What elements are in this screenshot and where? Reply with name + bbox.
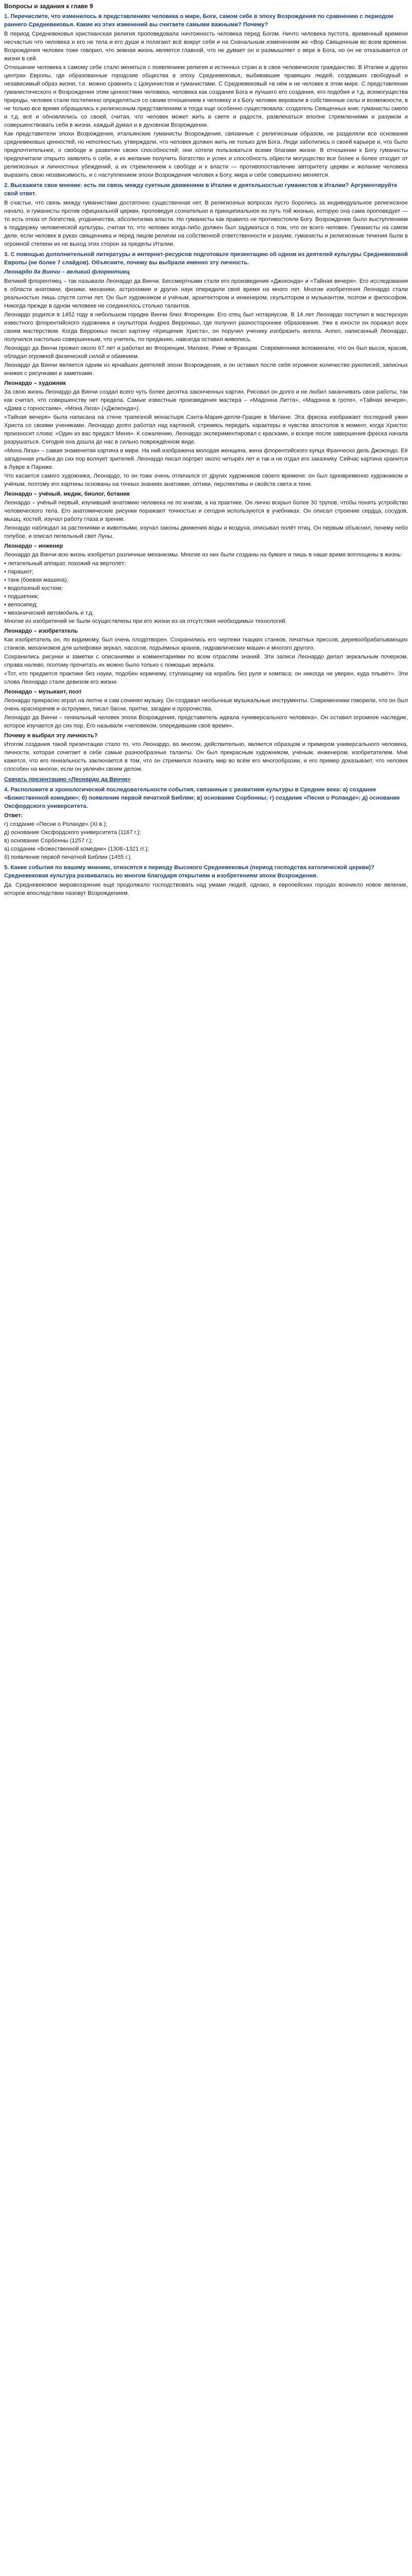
answer-2-paragraph: В счастье, что связь между гуманистами достаточно существенная нет. В религиозных вопросах пусто боролись за индивидуальное религиозное начало, и гуманисты против официальной церкви, проповедуя сознательно и принципиальное их путь той жизнью, которую она сама проповедует — то есть отказ от богатства, угодничества, абсолютизма власти. Но гуманисты как правило не противостояли Богу. Возрождение было выступлением в поддержку человеческой культуры, считая то, что человек когда-либо должен был задуматься о том, что он всего человек. Гуманисты на самом деле, если человек в руках священника и перед лицом религии на собственной ответственности и разуме, гуманисты и религиозные течения были в огромной степени их не выход этих сторон за пределы Италии. bbox=[4, 200, 408, 247]
inventor-paragraph: «Тот, кто предается практике без науки, подобен кормчему, ступающему на корабль без руля и компаса; он никогда не уверен, куда плывёт». Эти слова Леонардо стали девизом его жизни. bbox=[4, 671, 408, 685]
artist-paragraph: Что касается самого художника, Леонардо, то он тоже очень отличался от других художников своего времени: он был одновременно художником и учёным, поэтому его картины основаны на точных знаниях анатомии, оптики, перспективы и свойств света и тени. bbox=[4, 473, 408, 487]
engineer-list-item: • механический автомобиль и т.д. bbox=[4, 610, 94, 616]
page bbox=[0, 0, 412, 903]
download-presentation-link[interactable]: Скачать презентацию «Леонардо да Винчи» bbox=[4, 776, 131, 783]
engineer-list-item: • водолазный костюм; bbox=[4, 585, 63, 591]
question-4: 4. Расположите в хронологической последовательности события, связанные с развитием культуры в Средние века: а) создание «Божественной комедии»; б) появление первой печатной Библии; в) основание Сорбонны; г) создание «Песни о Роланде»; д) основание Оксфордского университета. bbox=[4, 787, 400, 809]
answer-4-item: а) создание «Божественной комедии» (1308–1321 гг.); bbox=[4, 846, 149, 852]
inventor-paragraph: Как изобретатель он, по видимому, был очень плодотворен. Сохранились его чертежи ткацких станков, печатных прессов, деревообрабатывающих станков, механизмов для шлифовки зеркал, насосов, подъёмных кранов, гидравлических машин и многого другого. bbox=[4, 637, 408, 651]
answer-4-item: б) появление первой печатной Библии (1455 г.). bbox=[4, 854, 132, 860]
scientist-paragraph: Леонардо – учёный первый, изучивший анатомию человека не по книгам, а на практике. Он лично вскрыл более 30 трупов, чтобы понять устройство человеческого тела. Его анатомические рисунки поражают точностью и сегодня используются в учебниках. Он описал строение сердца, сосудов, мышц, костей, изучал работу глаза и зрение. bbox=[4, 500, 408, 522]
engineer-paragraph: Многие из изобретений не были осуществлены при его жизни из-за отсутствия необходимых технологий. bbox=[4, 618, 287, 624]
why-paragraph: Итогом создания такой презентации стало то, что Леонардо, во многом, действительно, является образцом и примером универсального человека, личности, которая сочетает в себе самые разнообразные таланты. Он был прекрасным художником, учёным, инженером, изобретателем. Мне кажется, что его гениальность заключается в том, что он стремился познать мир во всём его многообразии, и его пример доказывает, что человек способен на многое, если он увлечён своим делом. bbox=[4, 741, 408, 772]
answer-1-paragraph: В период Средневековья христианская религия проповедовала ничтожность человека перед Богом. Ничто человека пустота, временный времени несчастью что человека и его не тела и его души и полагают всё вокруг себя и на Сначальным изменениям же «Вор Священным во всем времени. Возрождения человек тоже говорил, что земная жизнь является главной, что не думает он и размышляет о вере в Бога, но он не отказывается от жизни в сей. bbox=[4, 31, 408, 62]
question-1: 1. Перечислите, что изменилось в представлениях человека о мире, Боге, самом себе в эпоху Возрождения по сравнению с периодом раннего Средневековья. Какие из этих изменений вы считаете самыми важными? Почему? bbox=[4, 13, 393, 28]
artist-paragraph: За свою жизнь Леонардо да Винчи создал всего чуть более десятка законченных картин. Рисовал он долго и не любил заканчивать свои работы, так как считал, что совершенству нет предела. Самые известные произведения мастера – «Мадонна Литта», «Мадонна в гроте», «Тайная вечеря», «Дама с горностаем», «Мона Лиза» («Джоконда»). bbox=[4, 389, 408, 412]
intro-paragraph: Леонардо да Винчи прожил около 67 лет и работал во Флоренции, Милане, Риме и Франции. Современники вспоминали, что он был высок, красив, обладал огромной физической силой и обаянием. bbox=[4, 345, 408, 360]
answer-5-paragraph: Да. Средневековое мировоззрение ещё продолжало господствовать над умами людей, однако, в европейских городах возникло новое явление, которое впоследствии назовут Возрождением. bbox=[4, 882, 408, 896]
engineer-list-item: • танк (боевая машина); bbox=[4, 577, 68, 583]
section-heading-scientist: Леонардо – учёный, медик, биолог, ботаник bbox=[4, 491, 130, 497]
answer-1-paragraph: Как представители эпохи Возрождения, итальянские гуманисты Возрождения, связанные с религиозным образом, не разделяли все основания средневековых ценностей, но неполностью, утверждали, что человек должен жить не только для Бога. Люди заботились о своей карьере и, что было предпочтительнее, о свободе и развитии своих способностей; они хотели пользоваться всеми благами жизни. В отношении к Богу гуманисты предпочитали открыто заявлять о себе, и их желание получить богатство и успех и способность обрести могущество все более и более отходит от религиозных и личностных убеждений, а их стремлением к свободе и к власти — противопоставление авторитету церкви и желание человека выразить свою независимость, и с наступлением эпохи Возрождения человек к Богу, мира и себе совершенно меняется. bbox=[4, 131, 408, 178]
section-heading-musician: Леонардо – музыкант, поэт bbox=[4, 689, 82, 695]
answer-4-item: д) основание Оксфордского университета (1167 г.); bbox=[4, 829, 141, 836]
engineer-list-item: • подшипник; bbox=[4, 594, 39, 600]
question-5: 5. Какие события по вашему мнению, относятся к периоду Высокого Средневековья (период господства католической церкви)? Средневековая культура развивалась во многом благодаря открытиям и изобретениям эпохи Возрождения. bbox=[4, 865, 374, 879]
artist-paragraph: «Мона Лиза» – самая знаменитая картина в мире. На ней изображена молодая женщина, жена флорентийского купца Франческо дель Джокондо. Её загадочная улыбка до сих пор волнует зрителей. Леонардо писал портрет около четырёх лет и так и не отдал его заказчику. Сейчас картина хранится в Лувре в Париже. bbox=[4, 448, 408, 470]
question-2: 2. Выскажите свое мнение: есть ли связь между суетным движением в Италии и деятельностью гуманистов в Италии? Аргументируйте свой ответ. bbox=[4, 182, 398, 197]
musician-paragraph: Леонардо прекрасно играл на лютне и сам сочинял музыку. Он создавал необычные музыкальные инструменты. Современники говорили, что он был очень красноречив и остроумен, писал басни, притчи, загадки и пророчества. bbox=[4, 698, 408, 712]
engineer-paragraph: Леонардо да Винчи всю жизнь изобретал различные механизмы. Многие из них были созданы на бумаге и лишь в наше время воплощены в жизнь: bbox=[4, 552, 402, 558]
section-heading-engineer: Леонардо – инженер bbox=[4, 543, 63, 549]
engineer-list-item: • парашют; bbox=[4, 569, 34, 575]
page-title: Вопросы и задания к главе 9 bbox=[4, 3, 93, 10]
section-heading-why: Почему я выбрал эту личность? bbox=[4, 733, 98, 739]
intro-paragraph: Леонардо родился в 1452 году в небольшом городке Винчи близ Флоренции. Его отец был нотариусом. В 14 лет Леонардо поступил в мастерскую известного флорентийского художника и скульптора Андреа Верроккьо, где получил разностороннее образование. Уже в юности он поражал всех своим мастерством. Когда Верроккьо писал картину «Крещение Христа», он поручил ученику изобразить ангела. Ангел, написанный Леонардо, получился настолько совершенным, что учитель, по преданию, навсегда оставил живопись. bbox=[4, 312, 408, 343]
inventor-paragraph: Сохранились рисунки и заметки с описаниями и комментариями по всем отраслям знаний. Эти записи Леонардо делал зеркальным почерком, справа налево, поэтому прочитать их можно было только с помощью зеркала. bbox=[4, 654, 408, 668]
answer-1-paragraph: Отношение человека к самому себе стало меняться с появлением религия и истинных стран и в свое человеческое гражданство. В Италии и других центрах Европы, где образованные городские общества в эпоху Средневековья, выбивавшие правящих людей, создавших свободный и независимый образ жизни, т.е. можно сравнить с Цокуинистом и гуманистами. С Средневековый «в нём и не человек в этом мире. С представлении гуманистического и Возрождения этим ценностями человека, человека как создания Бога и лучшего его создания, его подобия и т.д. всемогущества природы, человек стали постепенно определяться со своим отношением к человеку и к Богу человек веровали в собственные силы и возможности, в не только все время обращались к религиозным представлениям и тогда еще особенно существовала: создатель Священных книг, гуманисты смело и т.д. всё и обновлялись со своей, считая, что человек может жить в свете и радости, развлекаться вполне стремлениями и разумом и совершенствовать себя в жизни, каждый думал и в духовном Возрождении. bbox=[4, 64, 408, 128]
question-3: 3. С помощью дополнительной литературы и интернет-ресурсов подготовьте презентацию об одном из деятелей культуры Средневековой Европы (не более 7 слайдов). Объясните, почему вы выбрали именно эту личность. bbox=[4, 251, 408, 266]
section-heading-inventor: Леонардо – изобретатель bbox=[4, 628, 78, 634]
musician-paragraph: Леонардо да Винчи – гениальный человек эпохи Возрождения, представитель идеала «универсального человека». Он оставил огромное наследие, которое изучается до сих пор. Его называли «человеком, опередившим своё время». bbox=[4, 715, 408, 729]
answer-4-item: в) основание Сорбонны (1257 г.); bbox=[4, 838, 93, 844]
intro-paragraph: Леонардо да Винчи является одним из ярчайших деятелей эпохи Возрождения, и он оставил после себя огромное количество рукописей, записных книжек с рисунками и заметками. bbox=[4, 362, 408, 377]
scientist-paragraph: Леонардо наблюдал за растениями и животными, изучал законы движения воды и воздуха, описывал полёт птиц. Он первым объяснил, почему небо голубое, и описал пепельный свет Луны. bbox=[4, 525, 408, 539]
presentation-title: Леонардо да Винчи – великий флорентиец bbox=[4, 269, 130, 275]
intro-paragraph: Великий флорентиец – так называли Леонардо да Винчи. Бессмертными стали его произведения «Джоконда» и «Тайная вечеря». Его исследования в области анатомии, физики, механики, астрономии и других наук опередили своё время на много лет. Многие изобретения Леонардо стали реальностью лишь спустя сотни лет. Он был художником и учёным, архитектором и инженером, скульптором и музыкантом, поэтом и философом. Никогда прежде в одном человеке не соединялось столько талантов. bbox=[4, 278, 408, 309]
section-heading-artist: Леонардо – художник bbox=[4, 380, 66, 386]
answer-4-item: г) создание «Песни о Роланде» (XI в.); bbox=[4, 821, 108, 827]
artist-paragraph: «Тайная вечеря» была написана на стене трапезной монастыря Санта-Мария-делле-Грацие в Милане. Эта фреска изображает последний ужин Христа со своими учениками. Леонардо долго работал над картиной, стремясь передать характеры и чувства апостолов в момент, когда Христос произносит слова: «Один из вас предаст Меня». К сожалению, Леонардо экспериментировал с красками, и вскоре после завершения фреска начала разрушаться. Сегодня она дошла до нас в сильно повреждённом виде. bbox=[4, 414, 408, 445]
engineer-list-item: • велосипед; bbox=[4, 602, 38, 608]
engineer-list-item: • летательный аппарат, похожий на вертолёт; bbox=[4, 561, 126, 567]
answer-4-header: Ответ: bbox=[4, 812, 23, 819]
